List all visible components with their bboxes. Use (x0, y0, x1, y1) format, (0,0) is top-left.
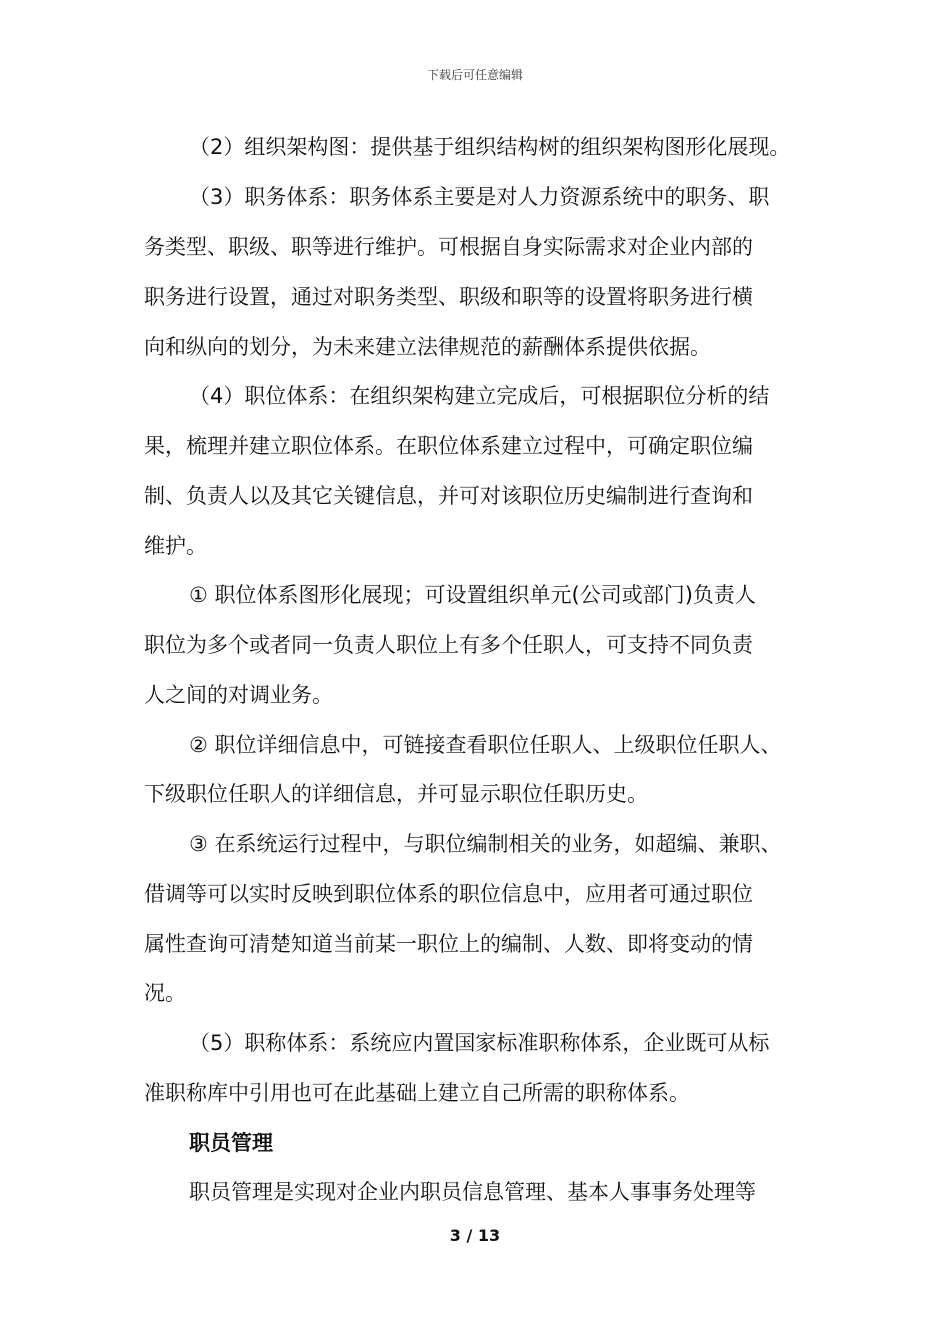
paragraph-line: 向和纵向的划分，为未来建立法律规范的薪酬体系提供依据。 (144, 335, 711, 359)
paragraph-line: 职位为多个或者同一负责人职位上有多个任职人，可支持不同负责 (144, 633, 753, 657)
paragraph-line: ① 职位体系图形化展现；可设置组织单元(公司或部门)负责人 (189, 583, 756, 607)
paragraph-line: 果，梳理并建立职位体系。在职位体系建立过程中，可确定职位编 (144, 434, 753, 458)
paragraph-line: 属性查询可清楚知道当前某一职位上的编制、人数、即将变动的情 (144, 932, 753, 956)
section-heading: 职员管理 (189, 1131, 273, 1155)
paragraph-line: 务类型、职级、职等进行维护。可根据自身实际需求对企业内部的 (144, 235, 753, 259)
page-number: 3 / 13 (449, 1226, 501, 1245)
paragraph-line: ③ 在系统运行过程中，与职位编制相关的业务，如超编、兼职、 (189, 832, 782, 856)
paragraph-line: 职务进行设置，通过对职务类型、职级和职等的设置将职务进行横 (144, 285, 753, 309)
paragraph-line: （2）组织架构图：提供基于组织结构树的组织架构图形化展现。 (189, 135, 791, 159)
paragraph-line: （4）职位体系：在组织架构建立完成后，可根据职位分析的结 (189, 384, 770, 408)
paragraph-line: ② 职位详细信息中，可链接查看职位任职人、上级职位任职人、 (189, 733, 782, 757)
paragraph-line: 借调等可以实时反映到职位体系的职位信息中，应用者可通过职位 (144, 882, 753, 906)
paragraph-line: 人之间的对调业务。 (144, 683, 333, 707)
paragraph-line: 准职称库中引用也可在此基础上建立自己所需的职称体系。 (144, 1081, 690, 1105)
paragraph-line: 况。 (144, 981, 186, 1005)
paragraph-line: （5）职称体系：系统应内置国家标准职称体系，企业既可从标 (189, 1031, 770, 1055)
paragraph-line: 下级职位任职人的详细信息，并可显示职位任职历史。 (144, 782, 648, 806)
paragraph-line: 职员管理是实现对企业内职员信息管理、基本人事事务处理等 (189, 1180, 756, 1204)
paragraph-line: 制、负责人以及其它关键信息，并可对该职位历史编制进行查询和 (144, 484, 753, 508)
page-header-note: 下载后可任意编辑 (426, 68, 523, 82)
paragraph-line: 维护。 (144, 534, 207, 558)
paragraph-line: （3）职务体系：职务体系主要是对人力资源系统中的职务、职 (189, 185, 770, 209)
